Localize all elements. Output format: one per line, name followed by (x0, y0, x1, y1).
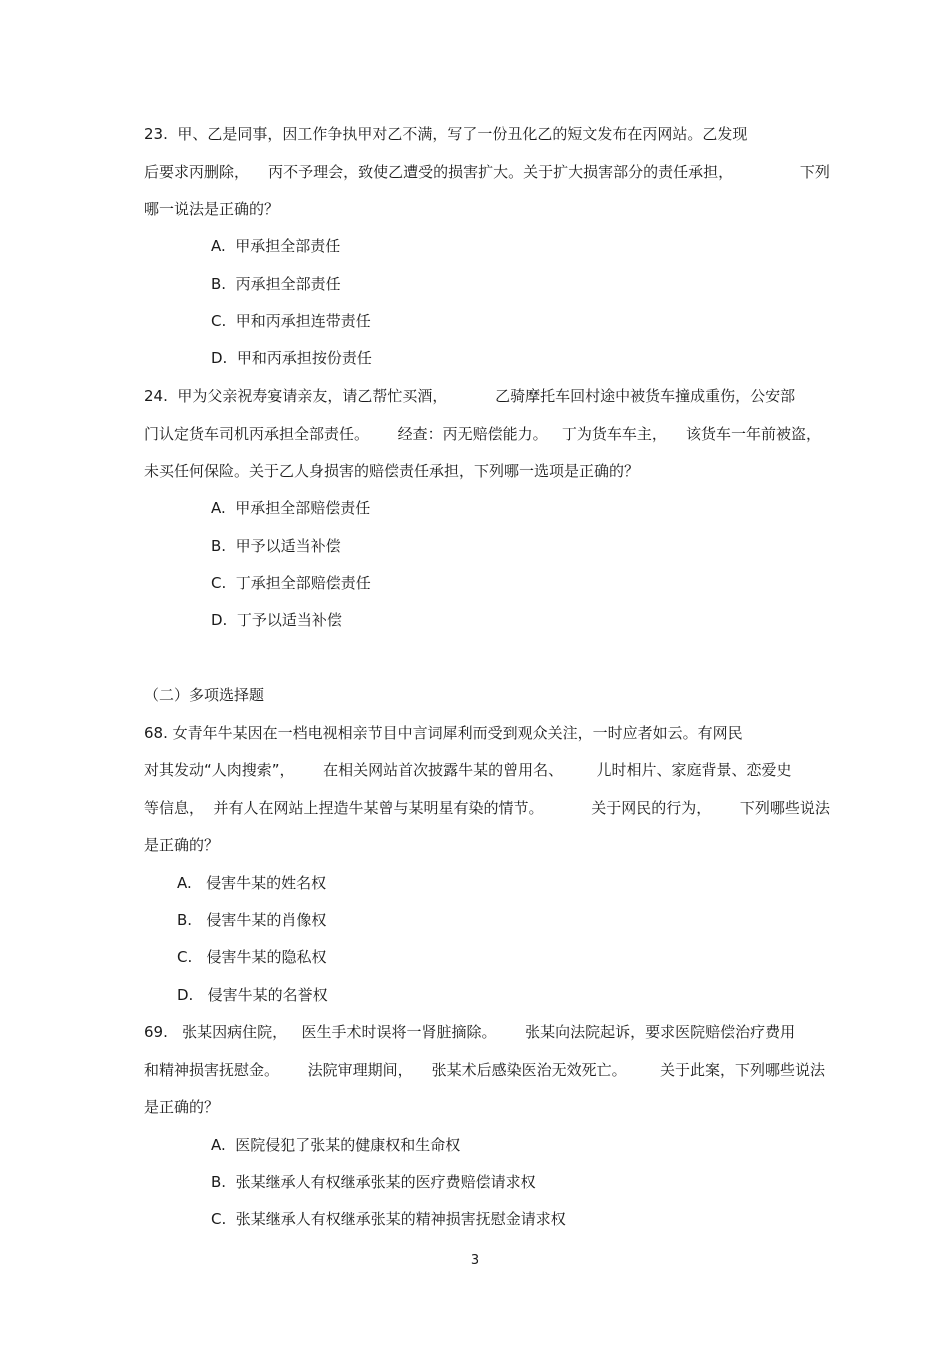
question-23-line: 哪一说法是正确的？ (144, 200, 280, 218)
question-69-line: 和精神损害抚慰金。 法院审理期间， 张某术后感染医治无效死亡。 关于此案，下列哪些说法 (144, 1061, 826, 1079)
question-68-option-b: B. 侵害牛某的肖像权 (177, 911, 327, 929)
question-23-line: 后要求丙删除， 丙不予理会，致使乙遭受的损害扩大。关于扩大损害部分的责任承担， 下列 (144, 163, 830, 181)
question-68-line: 68. 女青年牛某因在一档电视相亲节目中言词犀利而受到观众关注，一时应者如云。有网民 (144, 724, 743, 742)
question-24-line: 24. 甲为父亲祝寿宴请亲友，请乙帮忙买酒， 乙骑摩托车回村途中被货车撞成重伤，公安部 (144, 387, 796, 405)
question-24-option-b: B. 甲予以适当补偿 (211, 537, 341, 555)
question-23-option-a: A. 甲承担全部责任 (211, 237, 341, 255)
question-24-option-c: C. 丁承担全部赔偿责任 (211, 574, 371, 592)
question-68-line: 是正确的？ (144, 836, 220, 854)
question-24-option-a: A. 甲承担全部赔偿责任 (211, 499, 371, 517)
question-69-line: 是正确的？ (144, 1098, 220, 1116)
question-23-option-c: C. 甲和丙承担连带责任 (211, 312, 371, 330)
question-68-line: 对其发动“人肉搜索”， 在相关网站首次披露牛某的曾用名、 儿时相片、家庭背景、恋爱史 (144, 761, 792, 779)
question-69-option-c: C. 张某继承人有权继承张某的精神损害抚慰金请求权 (211, 1210, 566, 1228)
question-23-option-d: D. 甲和丙承担按份责任 (211, 349, 372, 367)
question-24-option-d: D. 丁予以适当补偿 (211, 611, 342, 629)
question-23-option-b: B. 丙承担全部责任 (211, 275, 341, 293)
page-number: 3 (470, 1253, 480, 1268)
section-title: （二）多项选择题 (144, 686, 265, 704)
question-23-line: 23. 甲、乙是同事，因工作争执甲对乙不满，写了一份丑化乙的短文发布在丙网站。乙发现 (144, 125, 748, 143)
question-24-line: 未买任何保险。关于乙人身损害的赔偿责任承担，下列哪一选项是正确的？ (144, 462, 640, 480)
question-68-option-a: A. 侵害牛某的姓名权 (177, 874, 327, 892)
question-68-line: 等信息， 并有人在网站上捏造牛某曾与某明星有染的情节。 关于网民的行为， 下列哪些说法 (144, 799, 830, 817)
question-68-option-d: D. 侵害牛某的名誉权 (177, 986, 328, 1004)
question-24-line: 门认定货车司机丙承担全部责任。 经查：丙无赔偿能力。 丁为货车车主， 该货车一年前被盗， (144, 425, 821, 443)
question-68-option-c: C. 侵害牛某的隐私权 (177, 948, 327, 966)
question-69-line: 69. 张某因病住院， 医生手术时误将一肾脏摘除。 张某向法院起诉，要求医院赔偿治疗费用 (144, 1023, 796, 1041)
question-69-option-b: B. 张某继承人有权继承张某的医疗费赔偿请求权 (211, 1173, 536, 1191)
question-69-option-a: A. 医院侵犯了张某的健康权和生命权 (211, 1136, 461, 1154)
